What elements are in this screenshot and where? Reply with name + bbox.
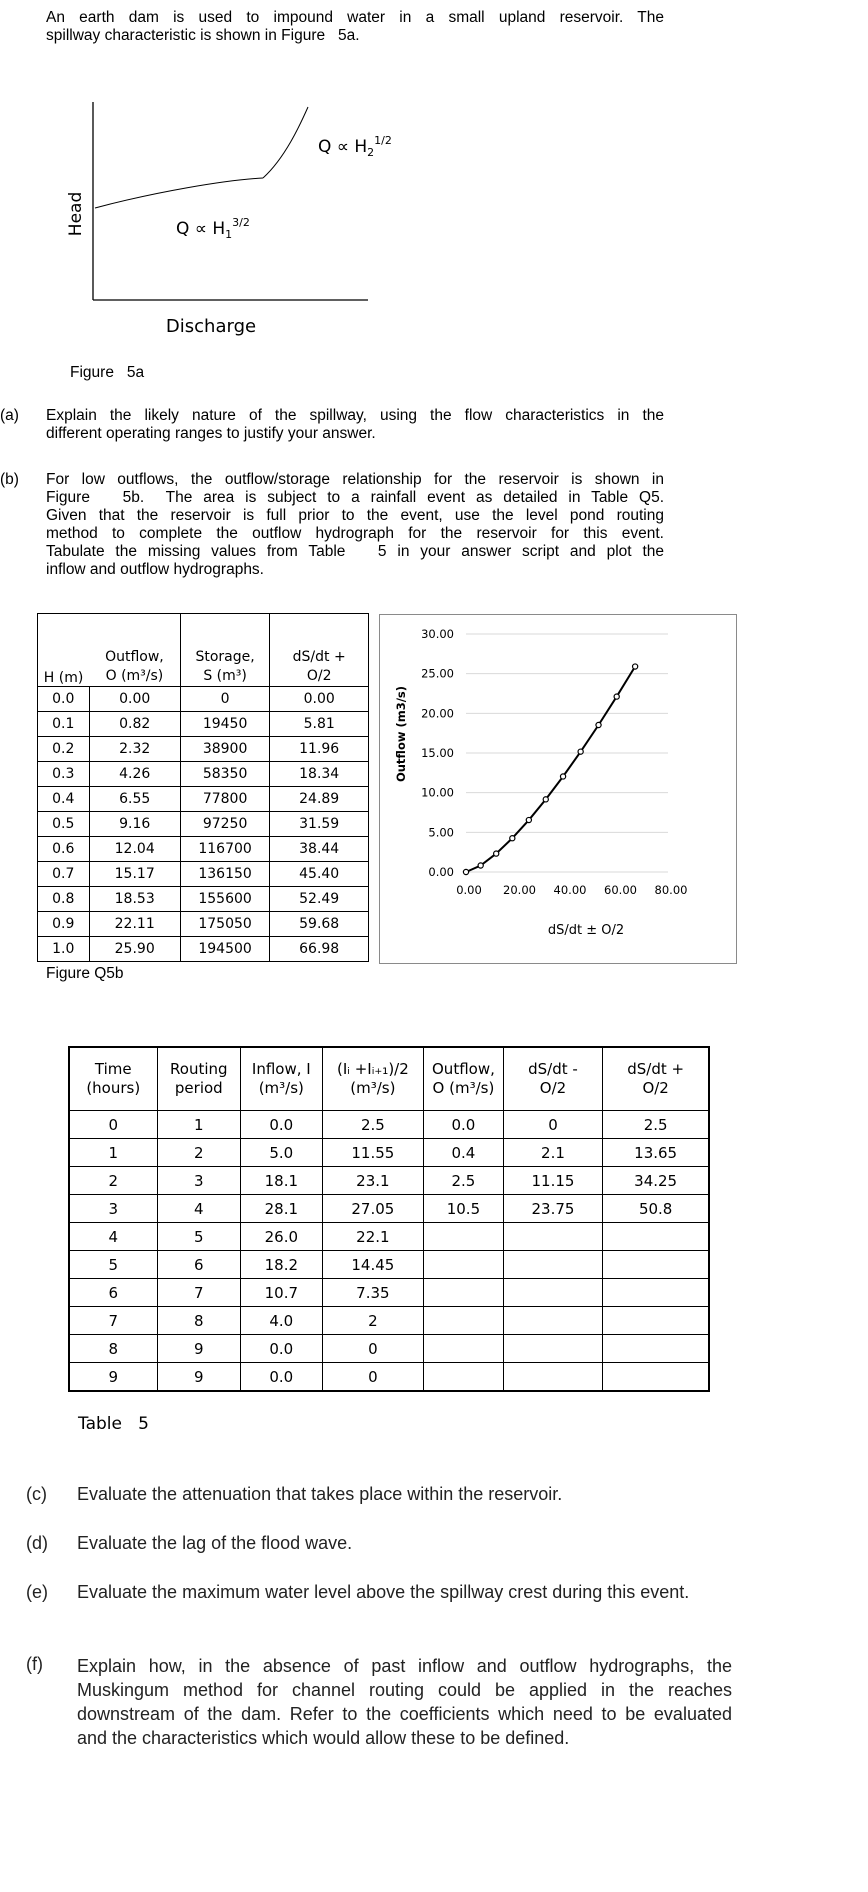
- q5b-cell: 194500: [180, 937, 270, 962]
- table5-cell: 0: [322, 1363, 424, 1392]
- table5-cell: 9: [157, 1335, 241, 1363]
- table5-cell: [603, 1363, 709, 1392]
- table5-cell: [424, 1363, 503, 1392]
- q5b-cell: 0.00: [270, 687, 369, 712]
- part-b-line-3: Given that the reservoir is full prior to the event, use the level pond routing: [46, 507, 664, 524]
- chart-x-tick-label: 40.00: [553, 883, 587, 897]
- q5b-cell: 6.55: [89, 787, 180, 812]
- q5b-cell: 59.68: [270, 912, 369, 937]
- chart-data-point: [494, 851, 499, 856]
- table5-cell: 9: [157, 1363, 241, 1392]
- table5-row: [69, 1167, 709, 1195]
- q5b-header-outflow-text: Outflow, O (m³/s): [105, 649, 164, 684]
- t5-header-ds-minus: [503, 1047, 603, 1111]
- chart-data-point: [614, 694, 619, 699]
- t5-header-routing-text: Routing period: [170, 1060, 228, 1097]
- table5-cell: 2.5: [424, 1167, 503, 1195]
- table5-cell: 0.0: [241, 1363, 323, 1392]
- t5-header-inflow: [241, 1047, 323, 1111]
- chart-x-tick-label: 80.00: [654, 883, 688, 897]
- chart-y-tick-label: 25.00: [421, 666, 454, 681]
- q5b-cell: 0: [180, 687, 270, 712]
- q5b-cell: 25.90: [89, 937, 180, 962]
- t5-header-ds-plus-text: dS/dt + O/2: [627, 1060, 685, 1097]
- t5-header-outflow: [424, 1047, 503, 1111]
- table5-cell: 23.75: [503, 1195, 603, 1223]
- table5-cell: 0.4: [424, 1139, 503, 1167]
- fig5a-upper-label-main: Q ∝ H: [318, 137, 368, 157]
- chart-data-point: [510, 836, 515, 841]
- chart-y-tick-label: 5.00: [428, 825, 454, 840]
- table5-cell: [503, 1251, 603, 1279]
- table5-cell: [424, 1279, 503, 1307]
- figure-q5b-chart: [379, 614, 737, 964]
- table5-cell: 0.0: [241, 1111, 323, 1139]
- table5-cell: 10.7: [241, 1279, 323, 1307]
- table5-cell: 7: [69, 1307, 157, 1335]
- part-f-line-4: and the characteristics which would allow these to be defined.: [77, 1728, 570, 1748]
- table5-cell: 4: [69, 1223, 157, 1251]
- chart-y-tick-label: 0.00: [428, 865, 454, 879]
- q5b-cell: 31.59: [270, 812, 369, 837]
- figure-5a-caption: Figure 5a: [70, 364, 145, 381]
- part-c-text: Evaluate the attenuation that takes place within the reservoir.: [77, 1484, 563, 1504]
- t5-header-avg: [322, 1047, 424, 1111]
- table5-cell: 5: [157, 1223, 241, 1251]
- q5b-header-h-text: H (m): [43, 670, 84, 686]
- table5-cell: 4.0: [241, 1307, 323, 1335]
- q5b-cell: 4.26: [89, 762, 180, 787]
- q5b-cell: 0.82: [89, 712, 180, 737]
- q5b-cell: 66.98: [270, 937, 369, 962]
- table5-row: [69, 1139, 709, 1167]
- q5b-cell: 116700: [180, 837, 270, 862]
- table5-row: [69, 1335, 709, 1363]
- chart-x-tick-label: 20.00: [503, 883, 536, 897]
- q5b-cell: 1.0: [38, 937, 90, 962]
- chart-data-point: [560, 774, 565, 779]
- table5-cell: 18.2: [241, 1251, 323, 1279]
- chart-data-point: [578, 749, 583, 754]
- part-a-line-2: different operating ranges to justify your answer.: [46, 425, 376, 442]
- table5-cell: 26.0: [241, 1223, 323, 1251]
- chart-y-tick-label: 15.00: [421, 746, 454, 760]
- table5-cell: 6: [157, 1251, 241, 1279]
- q5b-cell: 18.34: [270, 762, 369, 787]
- q5b-cell: 0.4: [38, 787, 90, 812]
- fig5a-upper-label-sup: 1/2: [374, 134, 392, 147]
- q5b-cell: 0.9: [38, 912, 90, 937]
- table-5: [68, 1046, 710, 1392]
- table5-cell: 0: [69, 1111, 157, 1139]
- intro-text: [46, 9, 664, 45]
- t5-header-outflow-text: Outflow, O (m³/s): [432, 1060, 495, 1097]
- q5b-header-outflow: [89, 614, 180, 687]
- t5-header-ds-plus: [603, 1047, 709, 1111]
- q5b-cell: 0.1: [38, 712, 90, 737]
- q5b-row: [38, 787, 369, 812]
- table5-cell: 11.55: [322, 1139, 424, 1167]
- part-c-marker: (c): [26, 1484, 47, 1504]
- part-e-marker: (e): [26, 1582, 48, 1602]
- table5-cell: 2: [157, 1139, 241, 1167]
- part-b-line-6: inflow and outflow hydrographs.: [46, 561, 264, 578]
- fig5a-xlabel: Discharge: [165, 316, 257, 337]
- t5-header-inflow-text: Inflow, I (m³/s): [251, 1060, 311, 1097]
- t5-header-routing: [157, 1047, 241, 1111]
- table5-cell: 27.05: [322, 1195, 424, 1223]
- table5-cell: [424, 1223, 503, 1251]
- part-f-line-2: Muskingum method for channel routing could be applied in the reaches: [77, 1680, 732, 1700]
- chart-data-point: [543, 797, 548, 802]
- part-b-line-5: Tabulate the missing values from Table 5 in your answer script and plot the: [46, 543, 664, 560]
- figure-q5b-table: [37, 613, 369, 962]
- part-a-marker: (a): [0, 407, 19, 424]
- chart-y-tick-label: 30.00: [421, 627, 454, 641]
- table5-cell: 34.25: [603, 1167, 709, 1195]
- table5-row: [69, 1363, 709, 1392]
- chart-data-point: [526, 817, 531, 822]
- t5-header-avg-text: (Iᵢ +Iᵢ₊₁)/2 (m³/s): [336, 1060, 409, 1097]
- fig5a-lower-label-main: Q ∝ H: [176, 219, 226, 239]
- fig5a-ylabel: Head: [66, 191, 86, 237]
- table5-cell: [603, 1251, 709, 1279]
- table5-cell: [424, 1251, 503, 1279]
- q5b-row: [38, 887, 369, 912]
- table5-cell: [603, 1335, 709, 1363]
- part-b-line-1: For low outflows, the outflow/storage relationship for the reservoir is shown in: [46, 471, 664, 488]
- table5-cell: 13.65: [603, 1139, 709, 1167]
- q5b-cell: 11.96: [270, 737, 369, 762]
- q5b-cell: 19450: [180, 712, 270, 737]
- chart-data-point: [596, 722, 601, 727]
- q5b-cell: 175050: [180, 912, 270, 937]
- q5b-cell: 22.11: [89, 912, 180, 937]
- q5b-cell: 38.44: [270, 837, 369, 862]
- chart-data-point: [478, 863, 483, 868]
- q5b-row: [38, 737, 369, 762]
- table5-cell: [603, 1279, 709, 1307]
- intro-line-1: An earth dam is used to impound water in a small upland reservoir. The: [46, 9, 664, 26]
- q5b-cell: 0.2: [38, 737, 90, 762]
- q5b-row: [38, 937, 369, 962]
- table5-cell: 4: [157, 1195, 241, 1223]
- fig5a-lower-label-sub: 1: [225, 228, 233, 241]
- part-d-marker: (d): [26, 1533, 48, 1553]
- table5-row: [69, 1307, 709, 1335]
- chart-y-tick-label: 10.00: [421, 785, 454, 800]
- q5b-cell: 45.40: [270, 862, 369, 887]
- table5-cell: 0: [503, 1111, 603, 1139]
- table5-cell: 11.15: [503, 1167, 603, 1195]
- q5b-row: [38, 762, 369, 787]
- q5b-cell: 15.17: [89, 862, 180, 887]
- figure-q5b-header-row: [38, 614, 369, 687]
- chart-xlabel: dS/dt ± O/2: [547, 923, 625, 938]
- table5-cell: 7.35: [322, 1279, 424, 1307]
- q5b-row: [38, 687, 369, 712]
- intro-line-2: spillway characteristic is shown in Figure 5a.: [46, 27, 360, 44]
- table5-cell: 2.1: [503, 1139, 603, 1167]
- table5-cell: [503, 1223, 603, 1251]
- q5b-cell: 5.81: [270, 712, 369, 737]
- figure-q5b-caption: Figure Q5b: [46, 965, 124, 982]
- q5b-cell: 0.0: [38, 687, 90, 712]
- part-a-line-1: Explain the likely nature of the spillway, using the flow characteristics in the: [46, 407, 664, 424]
- t5-header-ds-minus-text: dS/dt - O/2: [528, 1060, 578, 1097]
- table5-cell: 0.0: [424, 1111, 503, 1139]
- q5b-header-storage: [180, 614, 270, 687]
- table5-row: [69, 1223, 709, 1251]
- table5-cell: 10.5: [424, 1195, 503, 1223]
- part-f-text: [77, 1654, 732, 1750]
- table5-row: [69, 1195, 709, 1223]
- q5b-cell: 0.5: [38, 812, 90, 837]
- table5-cell: [503, 1363, 603, 1392]
- chart-x-tick-label: 60.00: [604, 883, 637, 897]
- q5b-cell: 77800: [180, 787, 270, 812]
- q5b-header-ds-text: dS/dt + O/2: [292, 649, 346, 684]
- fig5a-curve-lower: [95, 178, 263, 208]
- q5b-cell: 0.00: [89, 687, 180, 712]
- table5-cell: 2.5: [322, 1111, 424, 1139]
- table5-cell: 1: [69, 1139, 157, 1167]
- q5b-cell: 24.89: [270, 787, 369, 812]
- table5-cell: [424, 1307, 503, 1335]
- q5b-cell: 38900: [180, 737, 270, 762]
- table5-cell: 8: [157, 1307, 241, 1335]
- q5b-cell: 2.32: [89, 737, 180, 762]
- chart-x-tick-label: 0.00: [456, 883, 482, 897]
- q5b-cell: 136150: [180, 862, 270, 887]
- q5b-row: [38, 812, 369, 837]
- q5b-row: [38, 837, 369, 862]
- table5-cell: [503, 1279, 603, 1307]
- table5-cell: [603, 1223, 709, 1251]
- table5-cell: 2: [69, 1167, 157, 1195]
- table5-header-row: [69, 1047, 709, 1111]
- q5b-cell: 0.8: [38, 887, 90, 912]
- part-f-line-3: downstream of the dam. Refer to the coefficients which need to be evaluated: [77, 1704, 732, 1724]
- table5-cell: 2: [322, 1307, 424, 1335]
- table5-cell: 5: [69, 1251, 157, 1279]
- q5b-row: [38, 912, 369, 937]
- q5b-cell: 0.6: [38, 837, 90, 862]
- table5-cell: 18.1: [241, 1167, 323, 1195]
- table5-cell: 50.8: [603, 1195, 709, 1223]
- table5-cell: 14.45: [322, 1251, 424, 1279]
- table5-cell: [503, 1335, 603, 1363]
- part-a-text: [46, 407, 664, 443]
- q5b-cell: 155600: [180, 887, 270, 912]
- q5b-row: [38, 862, 369, 887]
- table5-cell: [503, 1307, 603, 1335]
- q5b-row: [38, 712, 369, 737]
- part-e-text: Evaluate the maximum water level above the spillway crest during this event.: [77, 1582, 690, 1602]
- q5b-cell: 97250: [180, 812, 270, 837]
- t5-header-time: [69, 1047, 157, 1111]
- part-b-marker: (b): [0, 471, 19, 488]
- fig5a-lower-label: [176, 216, 250, 241]
- part-b-line-4: method to complete the outflow hydrograph for the reservoir for this event.: [46, 525, 664, 542]
- table5-cell: 0.0: [241, 1335, 323, 1363]
- t5-header-time-text: Time (hours): [86, 1060, 141, 1097]
- q5b-cell: 18.53: [89, 887, 180, 912]
- q5b-header-storage-text: Storage, S (m³): [195, 649, 255, 684]
- q5b-cell: 0.3: [38, 762, 90, 787]
- table5-cell: 1: [157, 1111, 241, 1139]
- chart-y-tick-label: 20.00: [421, 706, 454, 721]
- q5b-cell: 0.7: [38, 862, 90, 887]
- table5-body: [69, 1111, 709, 1392]
- q5b-cell: 58350: [180, 762, 270, 787]
- fig5a-upper-label-sub: 2: [367, 146, 375, 159]
- table5-cell: 6: [69, 1279, 157, 1307]
- table5-cell: 23.1: [322, 1167, 424, 1195]
- table-5-caption: Table 5: [78, 1414, 149, 1434]
- figure-q5b-body: [38, 687, 369, 962]
- table5-cell: 9: [69, 1363, 157, 1392]
- part-f-marker: (f): [26, 1654, 43, 1674]
- table5-cell: 8: [69, 1335, 157, 1363]
- table5-cell: [603, 1307, 709, 1335]
- fig5a-upper-label: [318, 134, 392, 159]
- table5-row: [69, 1251, 709, 1279]
- table5-cell: 2.5: [603, 1111, 709, 1139]
- table5-cell: 0: [322, 1335, 424, 1363]
- table5-cell: 7: [157, 1279, 241, 1307]
- table5-cell: 5.0: [241, 1139, 323, 1167]
- chart-data-point: [463, 869, 468, 874]
- part-b-text: [46, 471, 664, 579]
- figure-5a: [60, 80, 440, 340]
- part-f-line-1: Explain how, in the absence of past inflow and outflow hydrographs, the: [77, 1656, 732, 1676]
- q5b-cell: 9.16: [89, 812, 180, 837]
- part-b-line-2: Figure 5b. The area is subject to a rainfall event as detailed in Table Q5.: [46, 489, 664, 506]
- table5-row: [69, 1279, 709, 1307]
- q5b-header-ds: [270, 614, 369, 687]
- q5b-cell: 52.49: [270, 887, 369, 912]
- chart-ylabel: Outflow (m3/s): [394, 685, 408, 783]
- table5-cell: 3: [157, 1167, 241, 1195]
- table5-row: [69, 1111, 709, 1139]
- table5-cell: 28.1: [241, 1195, 323, 1223]
- part-d-text: Evaluate the lag of the flood wave.: [77, 1533, 353, 1553]
- table5-cell: [424, 1335, 503, 1363]
- fig5a-curve-upper: [263, 107, 308, 178]
- table5-cell: 22.1: [322, 1223, 424, 1251]
- q5b-header-h: [38, 614, 90, 687]
- chart-data-point: [633, 664, 638, 669]
- q5b-cell: 12.04: [89, 837, 180, 862]
- table5-cell: 3: [69, 1195, 157, 1223]
- fig5a-lower-label-sup: 3/2: [232, 216, 250, 229]
